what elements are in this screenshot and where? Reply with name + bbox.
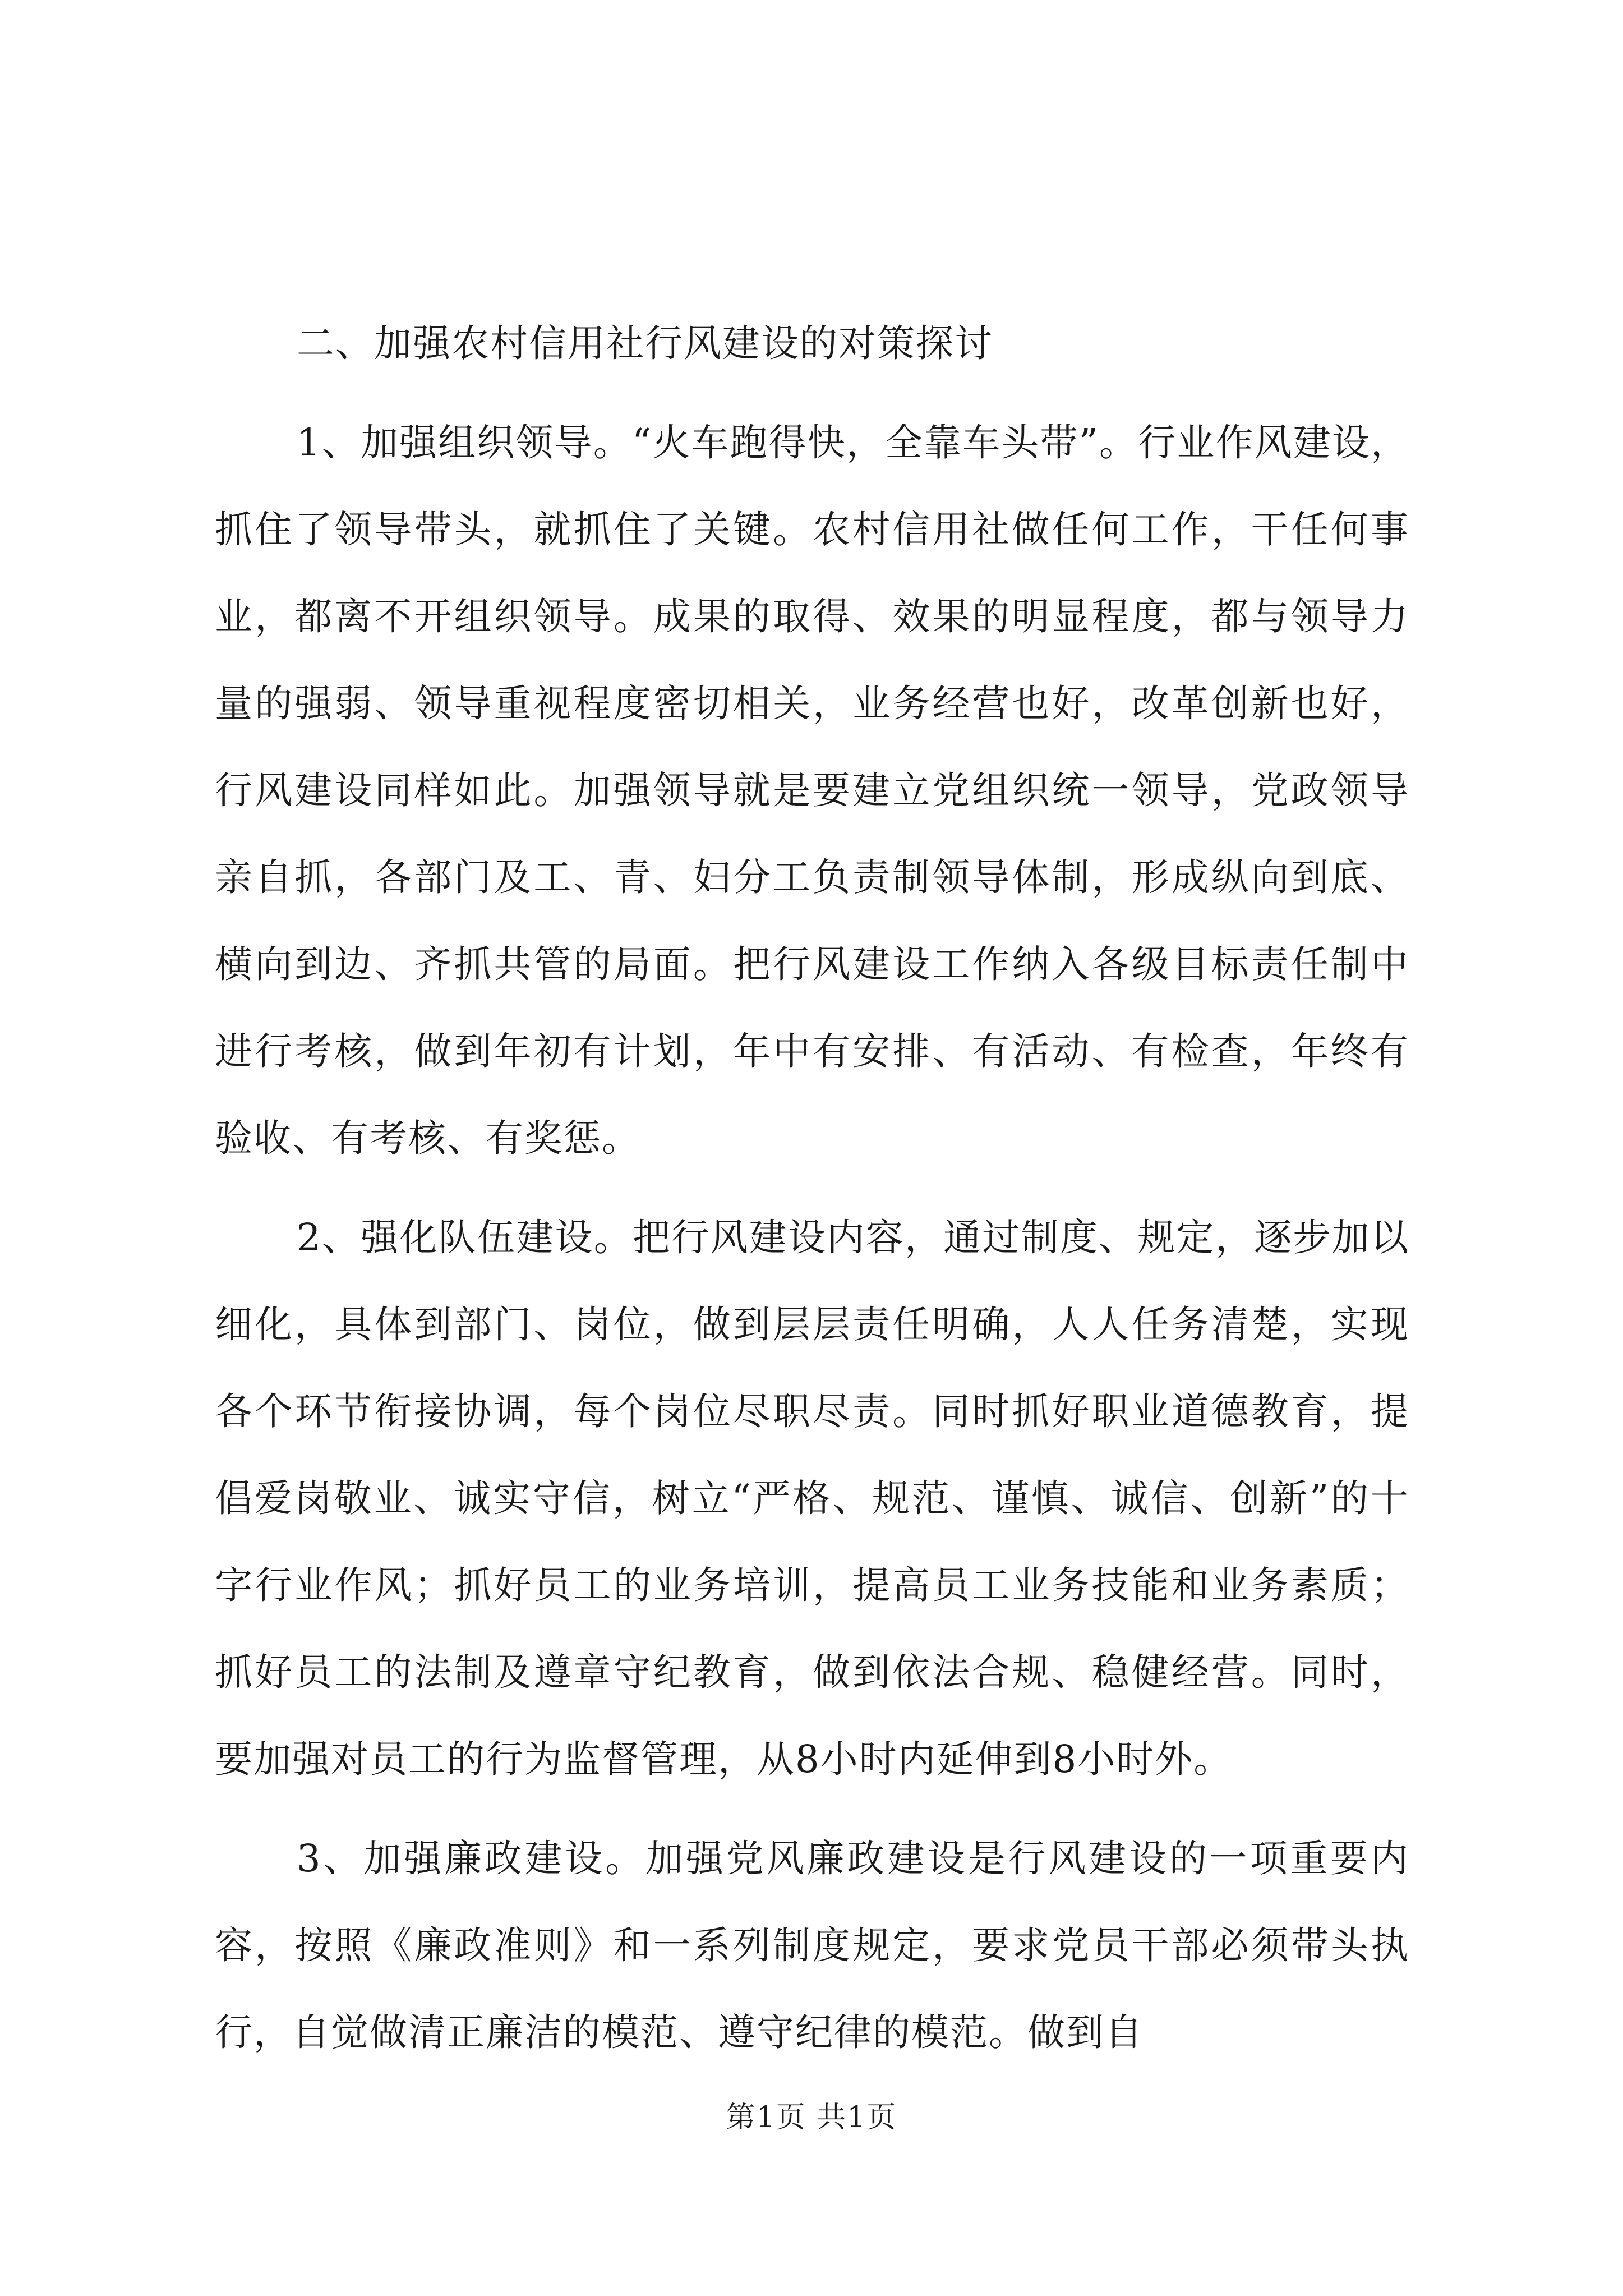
page-footer: 第1页 共1页	[726, 2101, 897, 2134]
section-heading: 二、加强农村信用社行风建设的对策探讨	[297, 321, 993, 365]
paragraph-integrity-building: 3、加强廉政建设。加强党风廉政建设是行风建设的一项重要内容，按照《廉政准则》和一系列制度规定，要求党员干部必须带头执行，自觉做清正廉洁的模范、遵守纪律的模范。做到自	[215, 1837, 1409, 2054]
paragraph-team-building: 2、强化队伍建设。把行风建设内容，通过制度、规定，逐步加以细化，具体到部门、岗位，做到层层责任明确，人人任务清楚，实现各个环节衔接协调，每个岗位尽职尽责。同时抓好职业道德教育，提倡爱岗敬业、诚实守信，树立“严格、规范、谨慎、诚信、创新”的十字行业作风；抓好员工的业务培训，提高员工业务技能和业务素质；抓好员工的法制及遵章守纪教育，做到依法合规、稳健经营。同时，要加强对员工的行为监督管理，从8小时内延伸到8小时外。	[215, 1216, 1409, 1781]
paragraph-organization-leadership: 1、加强组织领导。“火车跑得快，全靠车头带”。行业作风建设，抓住了领导带头，就抓住了关键。农村信用社做任何工作，干任何事业，都离不开组织领导。成果的取得、效果的明显程度，都与领导力量的强弱、领导重视程度密切相关，业务经营也好，改革创新也好，行风建设同样如此。加强领导就是要建立党组织统一领导，党政领导亲自抓，各部门及工、青、妇分工负责制领导体制，形成纵向到底、横向到边、齐抓共管的局面。把行风建设工作纳入各级目标责任制中进行考核，做到年初有计划，年中有安排、有活动、有检查，年终有验收、有考核、有奖惩。	[215, 421, 1409, 1160]
document-body	[215, 300, 1409, 2088]
